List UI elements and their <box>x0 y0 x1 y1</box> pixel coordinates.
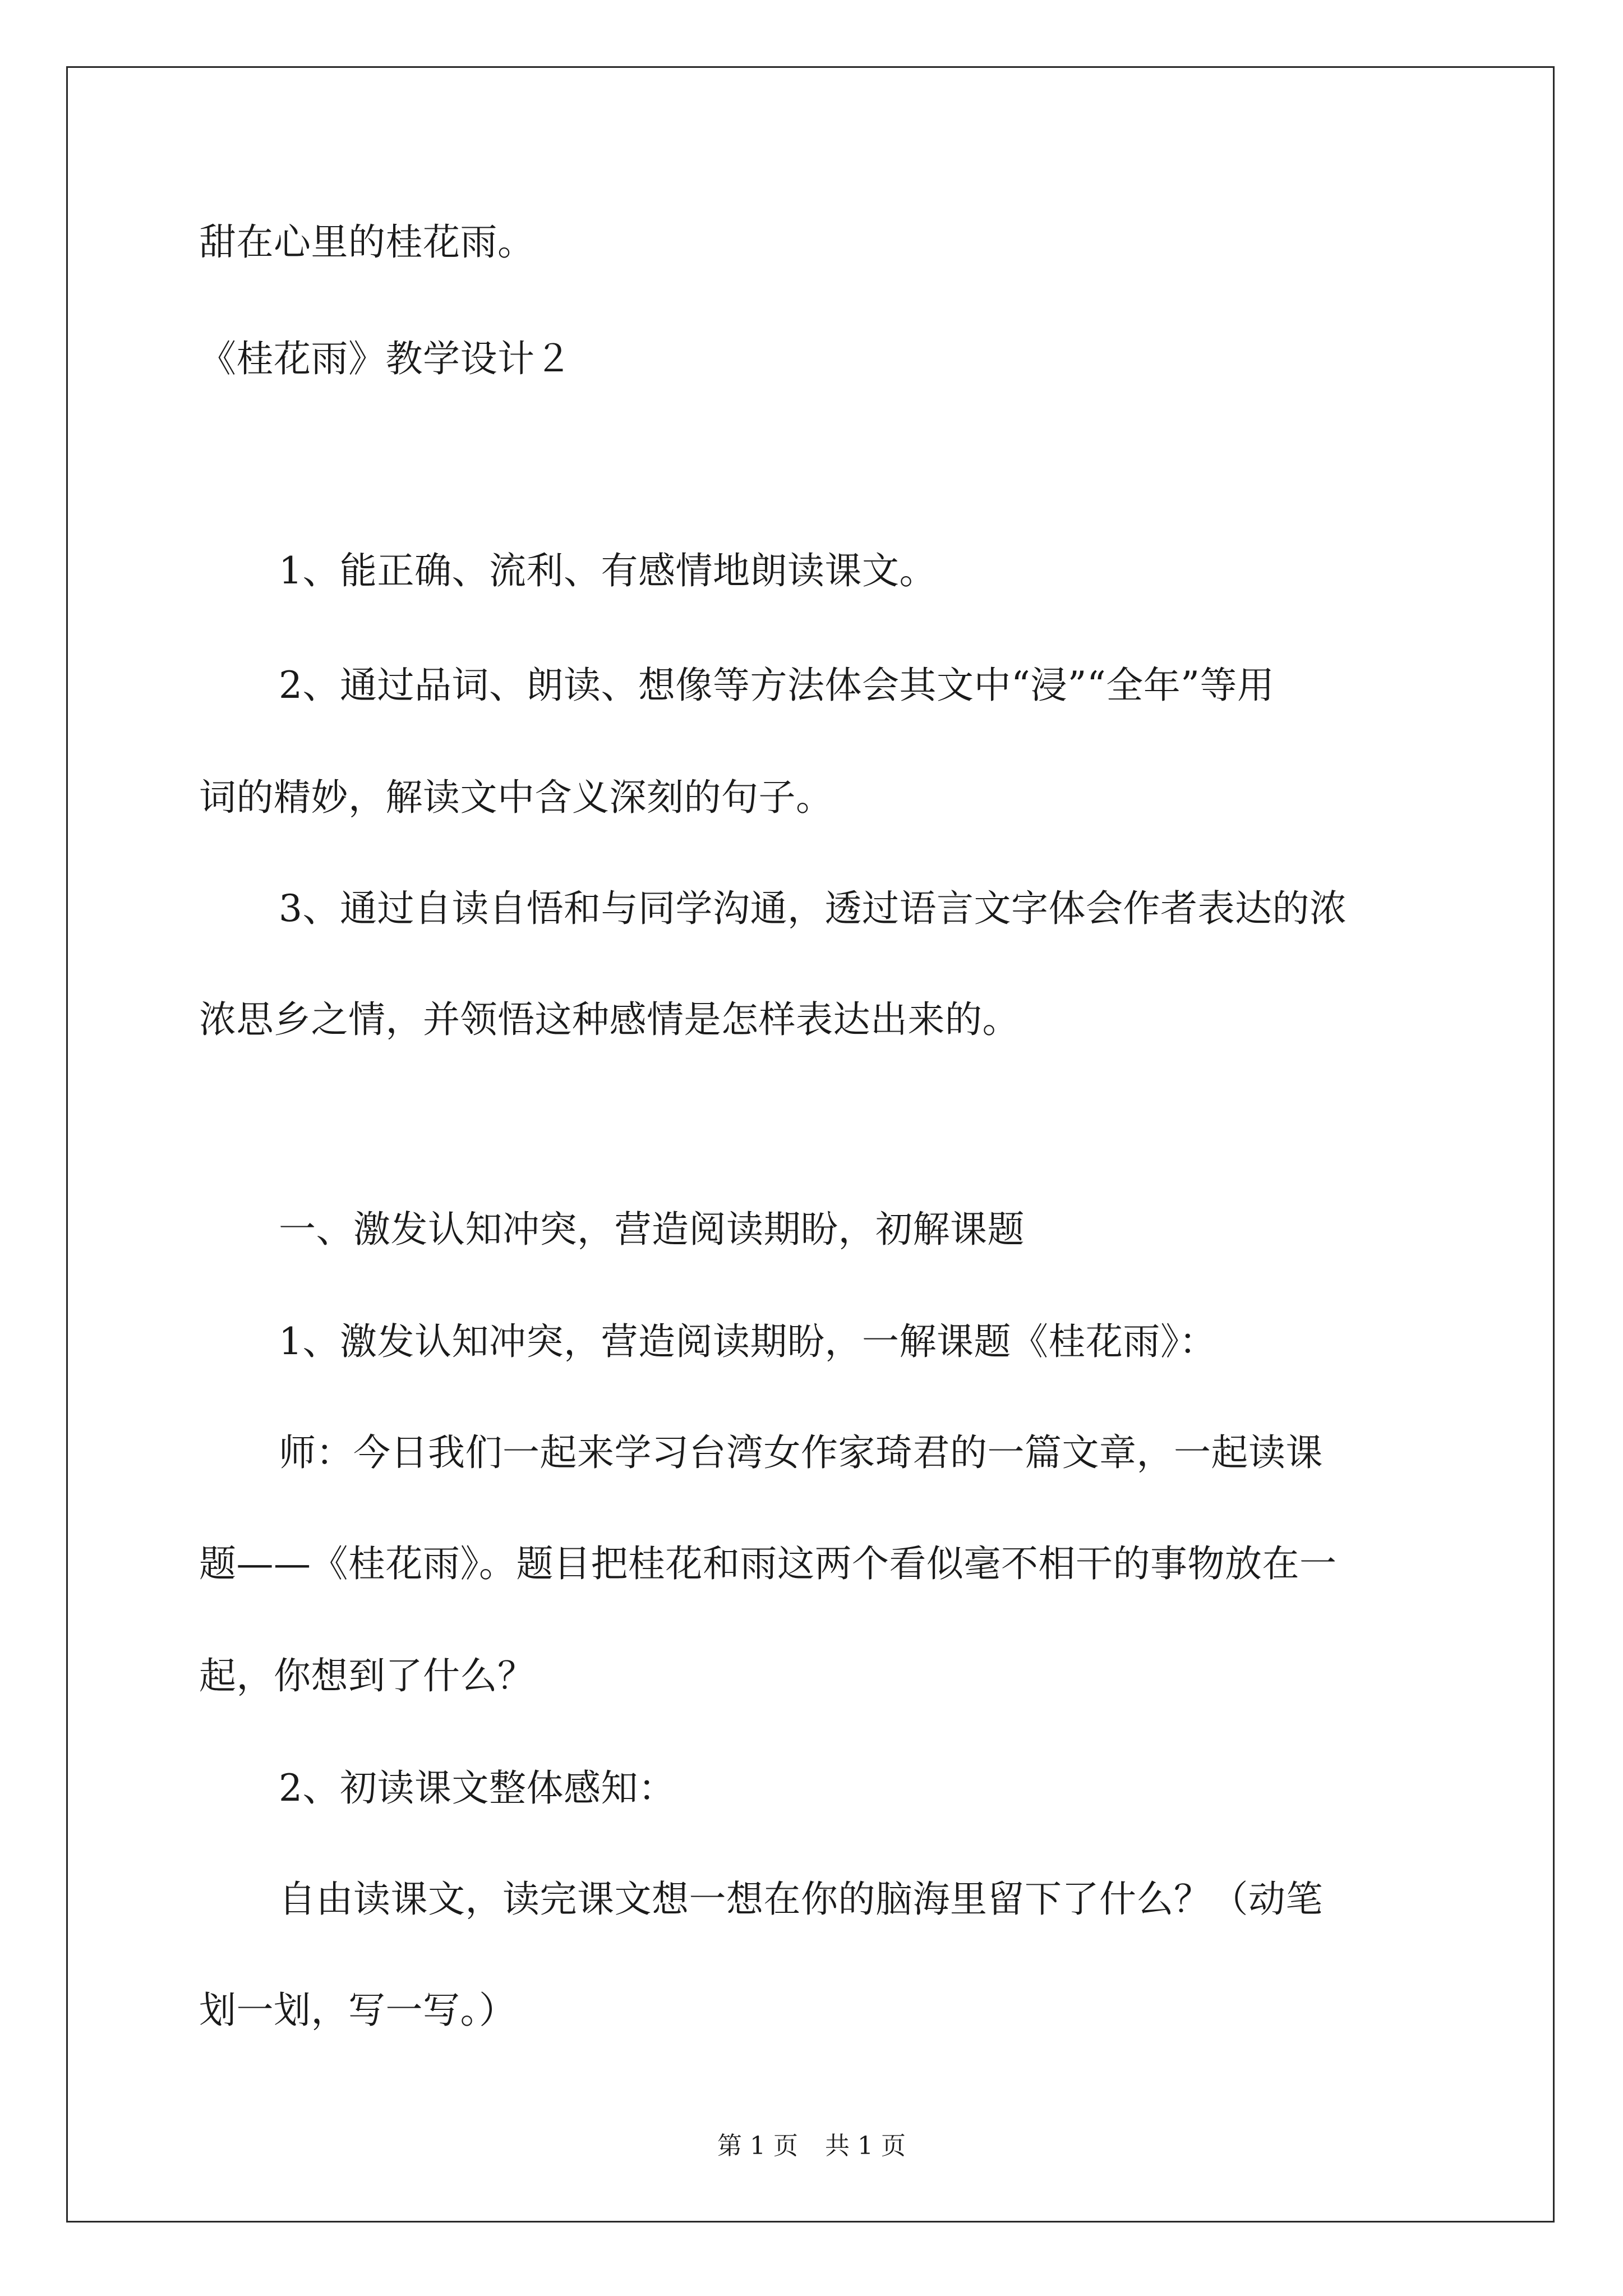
reading-task-line-2: 划一划，写一写。） <box>199 1989 517 2032</box>
goal-3-line-2: 浓思乡之情，并领悟这种感情是怎样表达出来的。 <box>199 998 1020 1041</box>
teacher-line-2: 题——《桂花雨》。题目把桂花和雨这两个看似毫不相干的事物放在一 <box>199 1542 1337 1585</box>
step-1-heading: 一、激发认知冲突，营造阅读期盼，初解课题 <box>279 1208 1025 1251</box>
goal-2-line-1: 2、通过品词、朗读、想像等方法体会其文中“浸”“全年”等用 <box>279 664 1275 707</box>
page-footer <box>0 2131 1623 2162</box>
goal-2-line-2: 词的精妙，解读文中含义深刻的句子。 <box>199 776 833 819</box>
teacher-line-1: 师：今日我们一起来学习台湾女作家琦君的一篇文章，一起读课 <box>279 1431 1323 1474</box>
page-count: 共 1 页 <box>825 2132 906 2160</box>
reading-task-line-1: 自由读课文，读完课文想一想在你的脑海里留下了什么？（动笔 <box>279 1878 1323 1921</box>
section-title: 《桂花雨》教学设计２ <box>199 337 572 380</box>
step-1-item-2: 2、初读课文整体感知： <box>279 1766 676 1810</box>
goal-1: 1、能正确、流利、有感情地朗读课文。 <box>279 549 937 592</box>
teacher-line-3: 起，你想到了什么？ <box>199 1654 535 1697</box>
goal-3-line-1: 3、通过自读自悟和与同学沟通，透过语言文字体会作者表达的浓 <box>279 887 1347 930</box>
page-number: 第 1 页 <box>717 2132 798 2160</box>
text-line-closing: 甜在心里的桂花雨。 <box>199 220 535 264</box>
step-1-item-1: 1、激发认知冲突，营造阅读期盼，一解课题《桂花雨》： <box>279 1320 1216 1363</box>
